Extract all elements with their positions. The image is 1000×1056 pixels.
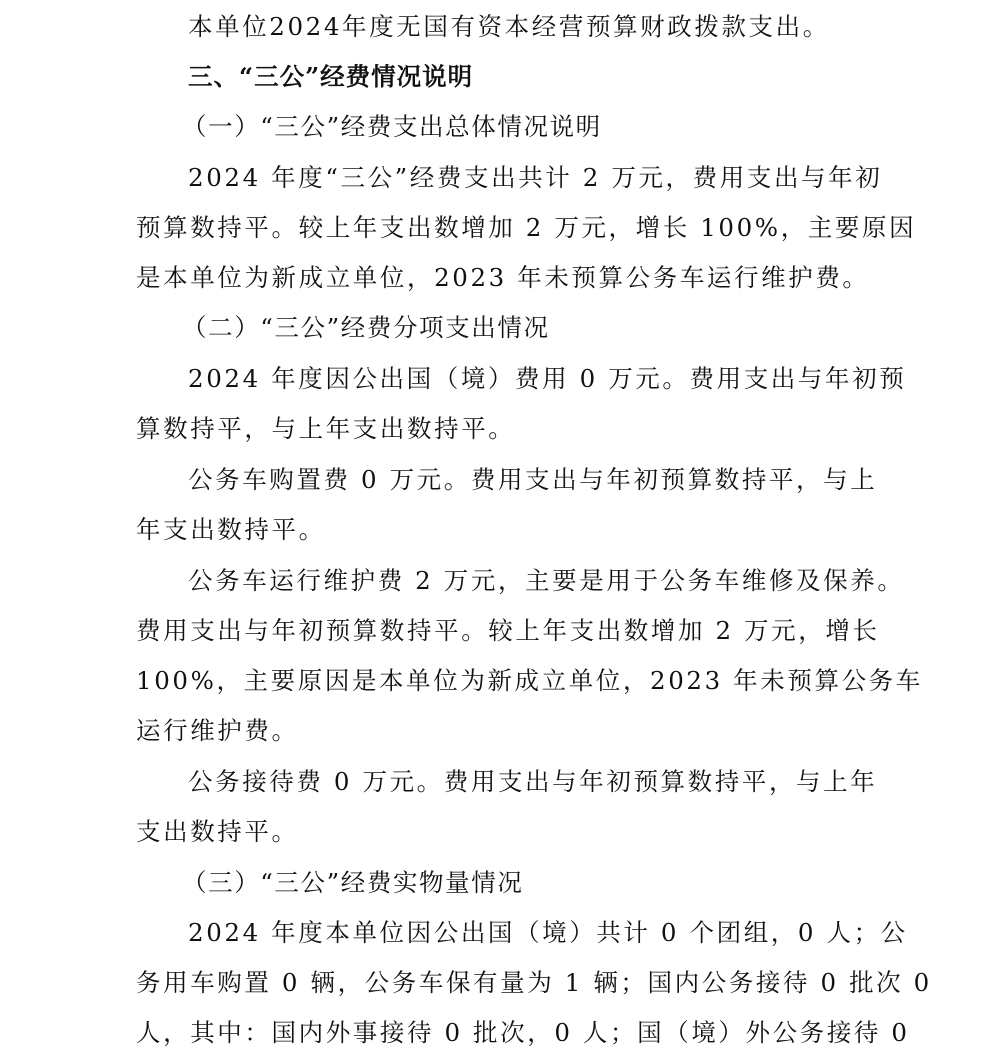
subsection-heading: （三）“三公”经费实物量情况 xyxy=(182,868,524,897)
paragraph-line: 2024 年度本单位因公出国（境）共计 0 个团组，0 人；公 xyxy=(188,918,908,947)
paragraph-line: 算数持平，与上年支出数持平。 xyxy=(136,414,516,443)
paragraph-line: 费用支出与年初预算数持平。较上年支出数增加 2 万元，增长 xyxy=(136,616,880,645)
paragraph-line: 公务车运行维护费 2 万元，主要是用于公务车维修及保养。 xyxy=(188,566,905,595)
paragraph-line: 100%，主要原因是本单位为新成立单位，2023 年未预算公务车 xyxy=(136,666,923,695)
subsection-heading: （二）“三公”经费分项支出情况 xyxy=(182,313,550,342)
paragraph-line: 务用车购置 0 辆，公务车保有量为 1 辆；国内公务接待 0 批次 0 xyxy=(136,968,932,997)
paragraph-line: 运行维护费。 xyxy=(136,716,299,745)
subsection-heading: （一）“三公”经费支出总体情况说明 xyxy=(182,112,602,141)
paragraph-line: 2024 年度“三公”经费支出共计 2 万元，费用支出与年初 xyxy=(188,163,883,192)
paragraph-line: 年支出数持平。 xyxy=(136,515,326,544)
paragraph-line: 2024 年度因公出国（境）费用 0 万元。费用支出与年初预 xyxy=(188,364,907,393)
paragraph-line: 公务接待费 0 万元。费用支出与年初预算数持平，与上年 xyxy=(188,767,878,796)
paragraph-line: 人，其中：国内外事接待 0 批次，0 人；国（境）外公务接待 0 xyxy=(136,1018,910,1047)
paragraph-line: 公务车购置费 0 万元。费用支出与年初预算数持平，与上 xyxy=(188,465,878,494)
paragraph-line: 预算数持平。较上年支出数增加 2 万元，增长 100%，主要原因 xyxy=(136,213,917,242)
paragraph-line: 本单位2024年度无国有资本经营预算财政拨款支出。 xyxy=(188,12,830,41)
paragraph-line: 支出数持平。 xyxy=(136,817,299,846)
paragraph-line: 是本单位为新成立单位，2023 年未预算公务车运行维护费。 xyxy=(136,263,870,292)
section-heading: 三、“三公”经费情况说明 xyxy=(188,62,474,91)
